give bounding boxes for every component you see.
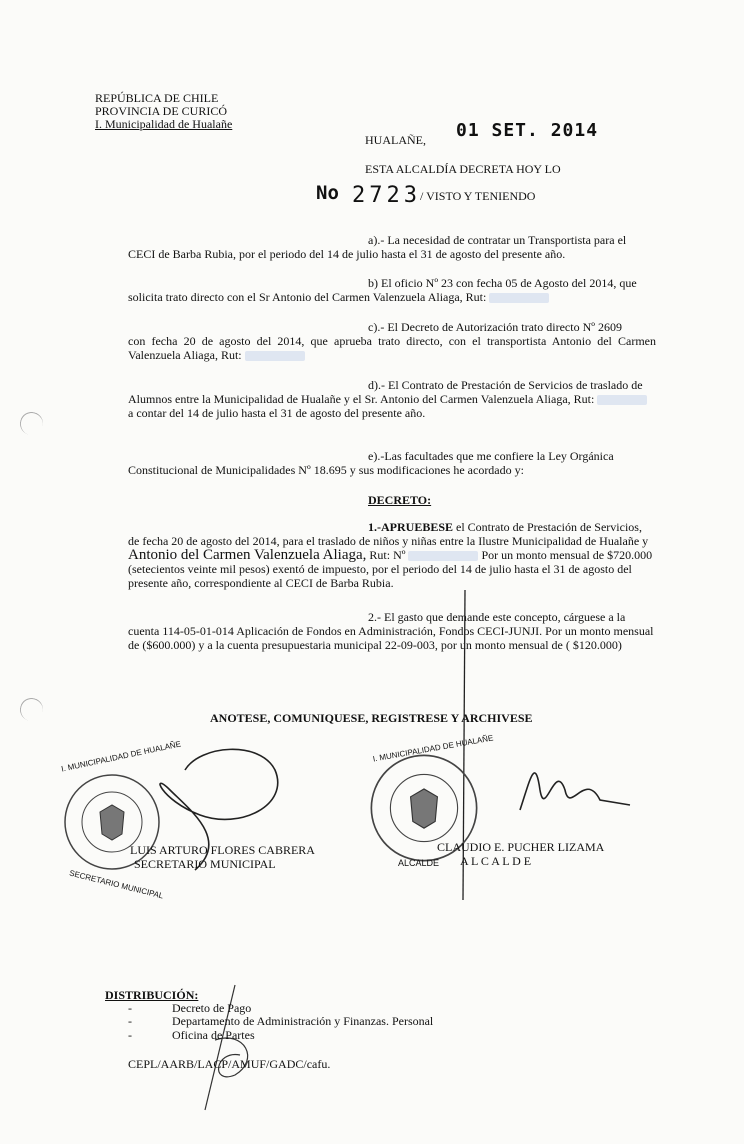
closing-formula: ANOTESE, COMUNIQUESE, REGISTRESE Y ARCHIVESE <box>210 711 533 725</box>
redacted-rut <box>245 351 305 361</box>
alcalde-name: CLAUDIO E. PUCHER LIZAMA <box>437 840 605 854</box>
alcalde-title: A L C A L D E <box>460 854 532 868</box>
initials: CEPL/AARB/LACP/AMUF/GADC/cafu. <box>128 1057 331 1071</box>
distribution-title: DISTRIBUCIÓN: <box>105 988 199 1002</box>
punch-hole-bottom <box>17 695 45 723</box>
considerando-b: b) El oficio Nº 23 con fecha 05 de Agosto del 2014, que solicita trato directo con el Sr Antonio del Carmen Valenzuela Aliaga, Rut: <box>128 276 637 304</box>
considerando-e: e).-Las facultades que me confiere la Ley Orgánica Constitucional de Municipalidades Nº 18.695 y sus modificaciones he acordado y: <box>128 449 614 477</box>
place: HUALAÑE, <box>365 133 426 147</box>
considerando-d: d).- El Contrato de Prestación de Servicios de traslado de Alumnos entre la Municipalidad de Hualañe y el Sr. Antonio del Carmen Valenzuela Aliaga, Rut: a contar del 14 de julio hasta el 31 de agosto del presente año. <box>128 378 656 420</box>
distribution-item: - Oficina de Partes <box>128 1028 255 1042</box>
decree-intro: ESTA ALCALDÍA DECRETA HOY LO <box>365 162 561 176</box>
considerando-a: a).- La necesidad de contratar un Transportista para el CECI de Barba Rubia, por el periodo del 14 de julio hasta el 31 de agosto del presente año. <box>128 233 627 261</box>
article-2: 2.- El gasto que demande este concepto, cárguese a la cuenta 114-05-01-014 Aplicación de Fondos en Administración, Fondos CECI-JUNJI. Por un monto mensual de ($600.000) y a la cuenta presupuestaria municipal 22-09-003, por un monto mensual de ( $120.000) <box>128 610 654 652</box>
header-republic: REPÚBLICA DE CHILE <box>95 91 219 105</box>
redacted-rut <box>408 551 478 561</box>
decree-number: 2723 <box>352 183 421 208</box>
distribution-item: - Departamento de Administración y Finanzas. Personal <box>128 1014 434 1028</box>
seal-right-bottom: ALCALDE <box>398 858 440 868</box>
redacted-rut <box>489 293 549 303</box>
seal-left-bottom: SECRETARIO MUNICIPAL <box>68 868 165 901</box>
considerando-c: c).- El Decreto de Autorización trato directo Nº 2609 con fecha 20 de agosto del 2014, que aprueba trato directo, con el transportista Antonio del Carmen Valenzuela Aliaga, Rut: <box>128 320 656 362</box>
article-1: 1.-APRUEBESE el Contrato de Prestación de Servicios, de fecha 20 de agosto del 2014, para el traslado de niños y niñas entre la Ilustre Municipalidad de Hualañe y Antonio del Carmen Valenzuela Aliaga, Rut: Nº Por un monto mensual de $720.000 (setecientos veinte mil pesos) exentó de impuesto, por el periodo del 14 de julio hasta el 31 de agosto del presente año, correspondiente al CECI de Barba Rubia. <box>128 520 653 590</box>
secretario-name: LUIS ARTURO FLORES CABRERA <box>130 843 315 857</box>
visto-teniendo: / VISTO Y TENIENDO <box>420 189 536 203</box>
decree-number-prefix: No <box>316 182 339 204</box>
header-province: PROVINCIA DE CURICÓ <box>95 104 228 118</box>
seal-right-top: I. MUNICIPALIDAD DE HUALAÑE <box>372 733 494 764</box>
date-stamp: 01 SET. 2014 <box>456 120 599 141</box>
seal-left-top: I. MUNICIPALIDAD DE HUALAÑE <box>60 739 182 774</box>
decreto-title: DECRETO: <box>368 493 432 507</box>
redacted-rut <box>597 395 647 405</box>
distribution-item: - Decreto de Pago <box>128 1001 252 1015</box>
secretario-title: SECRETARIO MUNICIPAL <box>134 857 276 871</box>
header-municipality: I. Municipalidad de Hualañe <box>95 117 233 131</box>
punch-hole-top <box>17 409 45 437</box>
